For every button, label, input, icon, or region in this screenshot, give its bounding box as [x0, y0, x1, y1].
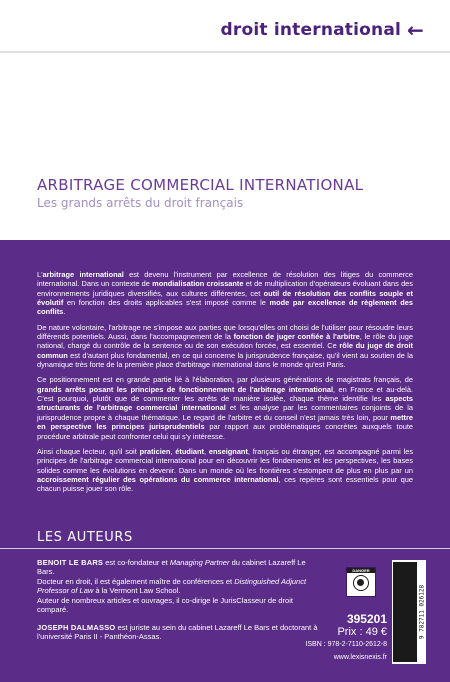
- isbn: ISBN : 978-2-7110-2612-8: [305, 641, 387, 648]
- series-banner: [221, 20, 424, 40]
- author-bio: BENOIT LE BARS est co-fondateur et Managing Partner du cabinet Lazareff Le Bars. Docteur en droit, il est également maître de conférences et Distinguished Adjunct Professor of Law à la Vermont Law School. Auteur de nombreux articles et ouvrages, il co-dirige le JurisClasseur de droit comparé.: [37, 558, 307, 615]
- description-paragraph: De nature volontaire, l'arbitrage ne s'impose aux parties que lorsqu'elles ont choisi de l'utiliser pour résoudre leurs différends potentiels. Aussi, dans l'accompagnement de la fonction de juger confiée à l'arbitre, le rôle du juge national, chargé du contrôle de la sentence ou de son exécution forcée, est essentiel. Ce rôle du juge de droit commun est d'autant plus fondamental, en ce qui concerne la jurisprudence française, qu'il vient au soutien de la dynamique très forte de la première place d'arbitrage international dans le monde qu'est Paris.: [37, 322, 413, 370]
- description-paragraph: Ce positionnement est en grande partie lié à l'élaboration, par plusieurs générations de magistrats français, de grands arrêts posant les principes de fonctionnement de l'arbitrage international, en France et au-delà. C'est pourquoi, plutôt que de commenter les arrêts de manière isolée, chaque thème identifie les aspects structurants de l'arbitrage commercial international et les analyse par les commentaires conjoints de la jurisprudence propre à chaque thématique. Le regard de l'arbitre et du conseil n'est jamais très loin, pour mettre en perspective les principes jurisprudentiels par rapport aux problématiques concrètes auxquels toute procédure arbitrale peut confronter celui qui s'y intéresse.: [37, 375, 414, 441]
- description-paragraph: Ainsi chaque lecteur, qu'il soit praticien, étudiant, enseignant, français ou étranger, est accompagné parmi les principes de l'arbitrage commercial international pour en découvrir les fondements et les perspectives, les bases solides comme les évolutions en devenir. Dans un monde où les frontières s'estompent de plus en plus par un accroissement régulier des opérations du commerce international, ces repères sont essentiels pour que chacun puisse jouer son rôle.: [37, 446, 414, 494]
- barcode-number: 9 782711 026128: [418, 584, 426, 640]
- top-divider: [0, 51, 450, 53]
- barcode-digits: [418, 560, 426, 664]
- publisher-website: www.lexisnexis.fr: [333, 654, 387, 661]
- seal-emblem: [353, 575, 369, 591]
- back-cover-description: [37, 270, 413, 500]
- photocopy-danger-seal-icon: [346, 567, 376, 597]
- arrow-left-icon: ←: [407, 18, 424, 42]
- barcode: [392, 560, 426, 664]
- description-paragraph: L'arbitrage international est devenu l'instrument par excellence de résolution des litiges du commerce international. Dans un contexte de mondialisation croissante et de multiplication d'opérateurs évoluant dans des environnements juridiques diversifiés, aux cultures différentes, cet outil de résolution des conflits souple et évolutif en fonction des droits applicables s'est imposé comme le mode par excellence de règlement des conflits.: [37, 270, 414, 317]
- authors-divider: [0, 548, 450, 549]
- authors-heading: LES AUTEURS: [37, 530, 133, 545]
- barcode-bars: [392, 560, 418, 664]
- book-subtitle: Les grands arrêts du droit français: [37, 196, 244, 210]
- seal-label: DANGER: [347, 568, 375, 573]
- series-label: droit international: [220, 20, 402, 40]
- price: Prix : 49 €: [337, 626, 387, 638]
- cover-top-panel: [0, 0, 450, 240]
- book-title: ARBITRAGE COMMERCIAL INTERNATIONAL: [37, 176, 364, 194]
- author-bio: JOSEPH DALMASSO est juriste au sein du cabinet Lazareff Le Bars et doctorant à l'université Paris II - Panthéon-Assas.: [37, 623, 318, 642]
- product-code: 395201: [346, 612, 387, 626]
